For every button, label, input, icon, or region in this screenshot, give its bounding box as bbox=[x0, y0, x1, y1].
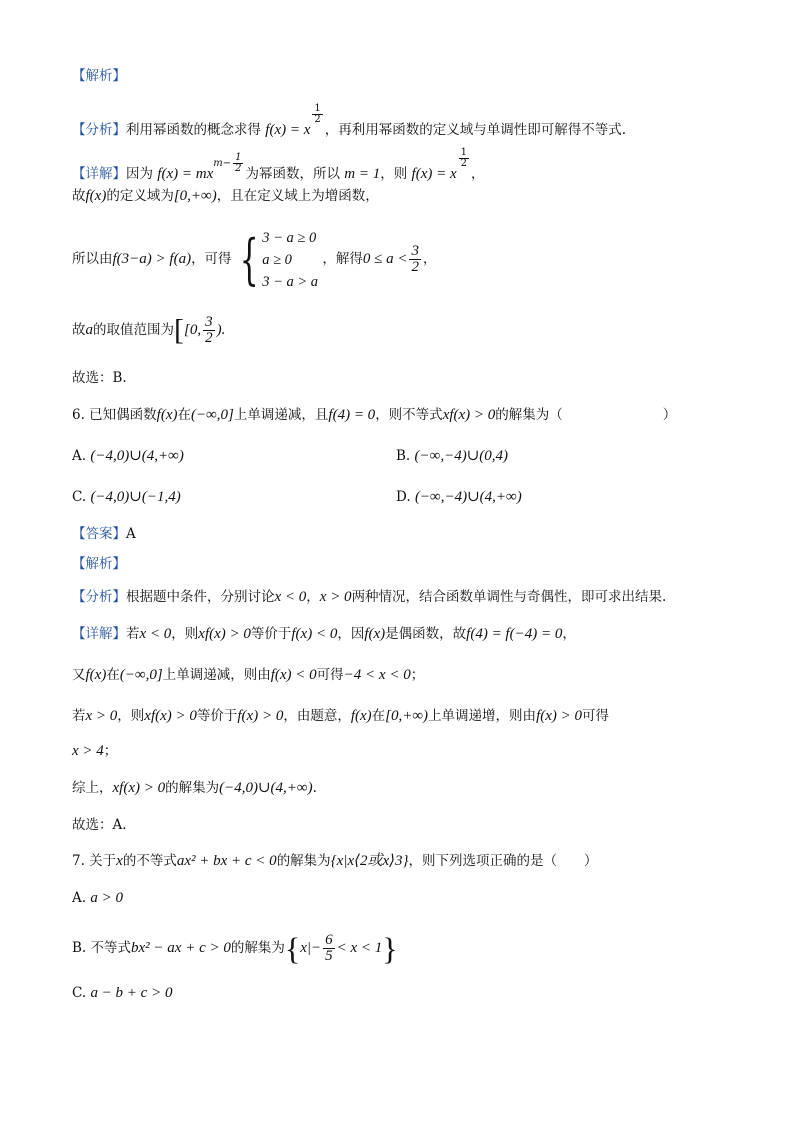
detail-text-b: 为幂函数，所以 bbox=[245, 166, 340, 182]
solution-fraction: $\frac{3}{2}$ bbox=[411, 243, 419, 275]
s1-range-line: 故a的取值范围为[[0, $\frac{3}{2}$ ). bbox=[72, 313, 226, 347]
s1-solution-heading bbox=[72, 66, 126, 86]
detail-tag: 【详解】 bbox=[72, 166, 126, 182]
resulting-function: f(x) = x bbox=[411, 166, 457, 182]
q7-option-a[interactable]: A. a > 0 bbox=[72, 890, 123, 906]
q6-detail-line-2: 又f(x)在(−∞,0]上单调递减，则由f(x) < 0可得−4 < x < 0； bbox=[72, 667, 425, 683]
power-function-formula: f(x) = x bbox=[265, 122, 311, 138]
range-close: ). bbox=[216, 322, 226, 338]
q6-option-b[interactable]: B. (−∞,−4)∪(0,4) bbox=[396, 448, 509, 464]
range-start: [0, bbox=[184, 322, 202, 338]
exponent-fraction: $\frac{1}{2}$ bbox=[314, 103, 321, 125]
q6-stem: 6. 已知偶函数f(x)在(−∞,0]上单调递减，且f(4) = 0，则不等式xf(x) > 0的解集为（ ） bbox=[72, 407, 677, 423]
q6-option-c[interactable]: C. (−4,0)∪(−1,4) bbox=[72, 489, 181, 505]
q6-answer-line bbox=[72, 524, 136, 544]
q6-option-a[interactable]: A. (−4,0)∪(4,+∞) bbox=[72, 448, 184, 464]
solution-tag: 【解析】 bbox=[72, 68, 126, 84]
q7-stem: 7. 关于x的不等式ax² + bx + c < 0的解集为{x|x⟨2或x⟩3}，则下列选项正确的是（ ） bbox=[72, 853, 598, 869]
q6-detail-line-4: x > 4； bbox=[72, 743, 118, 759]
analysis-tag: 【分析】 bbox=[72, 122, 126, 138]
system-brace: { bbox=[239, 227, 259, 291]
range-fraction: $\frac{3}{2}$ bbox=[205, 314, 213, 346]
q6-solution-heading: 【解析】 bbox=[72, 556, 126, 572]
q6-choice: 故选：A. bbox=[72, 817, 127, 833]
q6-detail-line-3: 若x > 0，则xf(x) > 0等价于f(x) > 0，由题意，f(x)在[0,+∞)上单调递增，则由f(x) > 0可得 bbox=[72, 708, 609, 724]
analysis-text-b: ，再利用幂函数的定义域与单调性即可解得不等式. bbox=[324, 122, 627, 138]
q6-summary-line: 综上，xf(x) > 0的解集为(−4,0)∪(4,+∞). bbox=[72, 780, 317, 796]
s1-system-line: 所以由f(3−a) > f(a)，可得 { 3 − a ≥ 0 a ≥ 0 3 − a > a ，解得0 ≤ a < $\frac{3}{2}$ ， bbox=[72, 227, 437, 291]
q7-option-b[interactable]: B. 不等式bx² − ax + c > 0的解集为{x|− $\frac{6}{5}$ < x < 1} bbox=[72, 930, 398, 967]
inequality-system: 3 − a ≥ 0 a ≥ 0 3 − a > a bbox=[262, 229, 319, 290]
inequality: f(3−a) > f(a) bbox=[112, 251, 192, 267]
detail-text-a: 因为 bbox=[126, 166, 153, 182]
given-function: f(x) = mx bbox=[157, 166, 214, 182]
answer-tag: 【答案】 bbox=[72, 526, 126, 542]
solution-range: 0 ≤ a < bbox=[362, 251, 408, 267]
s1-analysis-line bbox=[72, 104, 626, 140]
result-exponent: $\frac{1}{2}$ bbox=[460, 147, 468, 169]
q6-analysis-line: 【分析】根据题中条件，分别讨论x < 0，x > 0两种情况，结合函数单调性与奇偶性，即可求出结果. bbox=[72, 589, 667, 605]
detail-text-c: ，则 bbox=[380, 166, 408, 182]
analysis-text-a: 利用幂函数的概念求得 bbox=[126, 122, 261, 138]
domain-interval: [0,+∞) bbox=[173, 188, 217, 204]
given-exponent: m− 1 2 bbox=[213, 152, 242, 174]
detail-text-d: ， bbox=[471, 166, 485, 182]
s1-detail-line bbox=[72, 148, 485, 184]
s1-choice: 故选：B. bbox=[72, 370, 127, 386]
q6-detail-line-1: 【详解】若x < 0，则xf(x) > 0等价于f(x) < 0，因f(x)是偶函数，故f(4) = f(−4) = 0， bbox=[72, 626, 576, 642]
q7-option-c[interactable]: C. a − b + c > 0 bbox=[72, 985, 173, 1001]
m-value: m = 1 bbox=[344, 166, 381, 182]
q6-option-d[interactable]: D. (−∞,−4)∪(4,+∞) bbox=[396, 489, 522, 505]
solution-set: {x|x⟨2或x⟩3} bbox=[330, 853, 409, 869]
answer-value: A bbox=[126, 526, 136, 542]
s1-domain-line: 故f(x)的定义域为[0,+∞)，且在定义域上为增函数， bbox=[72, 188, 379, 204]
